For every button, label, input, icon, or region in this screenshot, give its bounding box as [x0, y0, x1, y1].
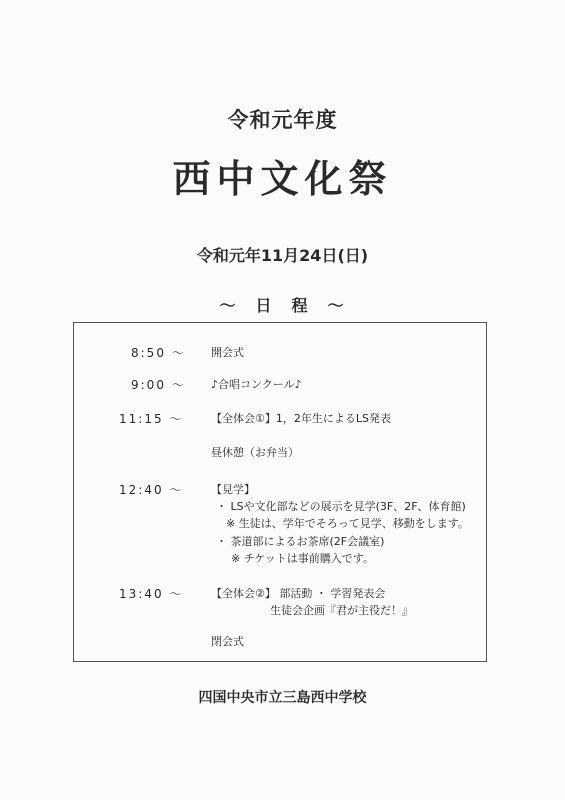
school-name: 四国中央市立三島西中学校 [198, 690, 367, 706]
schedule-item: 【見学】 [211, 483, 255, 496]
schedule-time: 8:50 ～ [131, 346, 186, 360]
schedule-item: 閉会式 [211, 635, 244, 648]
schedule-item: 【全体会①】1，2年生によるLS発表 [211, 412, 391, 425]
schedule-item: 開会式 [211, 346, 244, 359]
event-date: 令和元年11月24日(日) [196, 246, 369, 265]
schedule-box [73, 322, 487, 662]
schedule-time: 11:15 ～ [119, 412, 184, 426]
schedule-note: ※ 生徒は、学年でそろって見学、移動をします。 [226, 517, 469, 530]
schedule-subitem: 生徒会企画『君が主役だ！』 [270, 604, 413, 617]
schedule-subitem: ・ LSや文化部などの展示を見学(3F、2F、体育館) [216, 500, 466, 513]
schedule-heading: ～ 日 程 ～ [219, 296, 346, 315]
schedule-item: 昼休憩（お弁当） [211, 446, 299, 459]
schedule-note: ※ チケットは事前購入です。 [231, 552, 374, 565]
schedule-subitem: ・ 茶道部によるお茶席(2F会議室) [216, 535, 385, 548]
page-title: 西中文化祭 [172, 157, 393, 201]
schedule-time: 12:40 ～ [119, 483, 184, 497]
schedule-time: 13:40 ～ [119, 587, 184, 601]
schedule-item: ♪合唱コンクール♪ [211, 378, 302, 391]
schedule-item: 【全体会②】 部活動 ・ 学習発表会 [211, 587, 386, 600]
subtitle: 令和元年度 [227, 108, 338, 132]
schedule-time: 9:00 ～ [131, 378, 186, 392]
